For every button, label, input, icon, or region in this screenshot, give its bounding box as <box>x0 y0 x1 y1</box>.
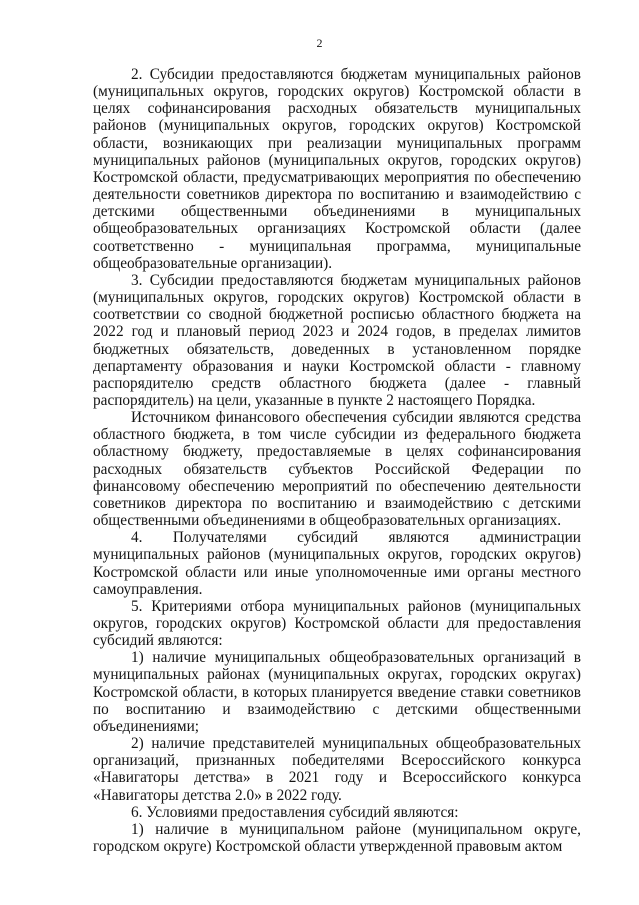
conditions-item-1: 1) наличие в муниципальном районе (муниципальном округе, городском округе) Костромской области утвержденной правовым актом <box>93 820 581 856</box>
document-body <box>93 66 581 855</box>
page-number: 2 <box>316 36 323 50</box>
criteria-item-1: 1) наличие муниципальных общеобразовательных организаций в муниципальных районах (муниципальных округах, городских округах) Костромской области, в которых планируется введение ставки советников по воспитанию и взаимодействию с детскими общественными объединениями; <box>93 649 581 735</box>
criteria-item-2: 2) наличие представителей муниципальных общеобразовательных организаций, признанных победителями Всероссийского конкурса «Навигаторы детства» в 2021 году и Всероссийского конкурса «Навигаторы детства 2.0» в 2022 году. <box>93 735 581 804</box>
paragraph-funding-source: Источником финансового обеспечения субсидии являются средства областного бюджета, в том числе субсидии из федерального бюджета областному бюджету, предоставляемые в целях софинансирования расходных обязательств субъектов Российской Федерации по финансовому обеспечению мероприятий по обеспечению деятельности советников директора по воспитанию и взаимодействию с детскими общественными объединениями в общеобразовательных организациях. <box>93 409 581 530</box>
paragraph-4-recipients: 4. Получателями субсидий являются администрации муниципальных районов (муниципальных округов, городских округов) Костромской области или иные уполномоченные ими органы местного самоуправления. <box>93 529 581 598</box>
paragraph-6-conditions: 6. Условиями предоставления субсидий являются: <box>131 803 459 821</box>
paragraph-5-selection-criteria: 5. Критериями отбора муниципальных районов (муниципальных округов, городских округов) Костромской области для предоставления субсидий являются: <box>93 597 581 650</box>
paragraph-3-subsidies-budget: 3. Субсидии предоставляются бюджетам муниципальных районов (муниципальных округов, городских округов) Костромской области в соответствии со сводной бюджетной росписью областного бюджета на 2022 год и плановый период 2023 и 2024 годов, в пределах лимитов бюджетных обязательств, доведенных в установленном порядке департаменту образования и науки Костромской области - главному распорядителю средств областного бюджета (далее - главный распорядитель) на цели, указанные в пункте 2 настоящего Порядка. <box>93 271 581 409</box>
paragraph-2-subsidies-purpose: 2. Субсидии предоставляются бюджетам муниципальных районов (муниципальных округов, городских округов) Костромской области в целях софинансирования расходных обязательств муниципальных районов (муниципальных округов, городских округов) Костромской области, возникающих при реализации муниципальных программ муниципальных районов (муниципальных округов, городских округов) Костромской области, предусматривающих мероприятия по обеспечению деятельности советников директора по воспитанию и взаимодействию с детскими общественными объединениями в муниципальных общеобразовательных организациях Костромской области (далее соответственно - муниципальная программа, муниципальные общеобразовательные организации). <box>93 66 581 272</box>
